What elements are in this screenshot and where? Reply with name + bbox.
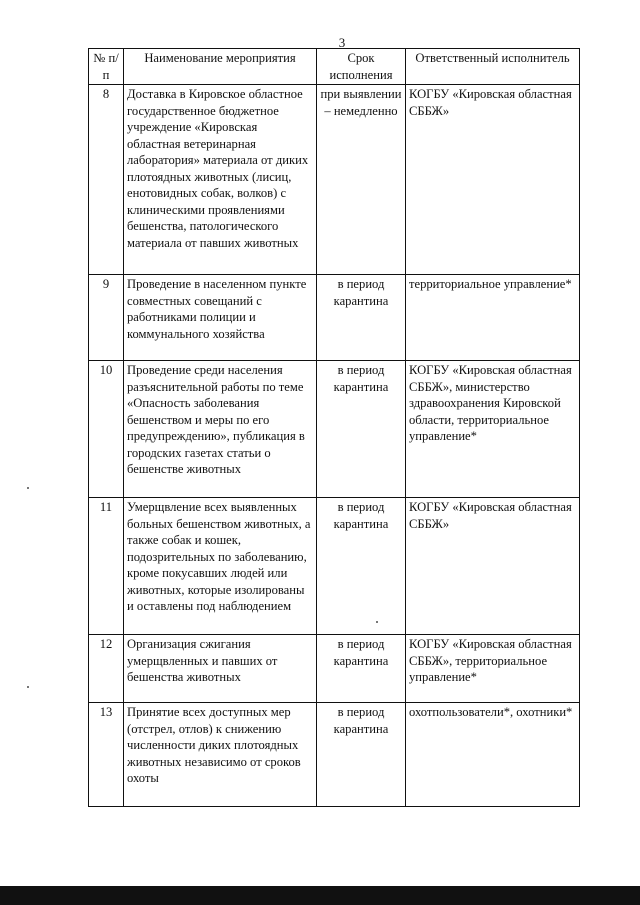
table-row	[89, 85, 580, 275]
responsible-party: КОГБУ «Кировская областная СББЖ»	[406, 498, 580, 635]
execution-term: в период карантина	[317, 635, 406, 703]
responsible-party: охотпользователи*, охотники*	[406, 703, 580, 807]
table-row	[89, 361, 580, 498]
measure-name: Доставка в Кировское областное государственное бюджетное учреждение «Кировская областная ветеринарная лаборатория» материала от диких плотоядных животных (лисиц, енотовидных собак, волков) с клиническими проявлениями бешенства, патологического материала от павших животных	[124, 85, 317, 275]
execution-term: в период карантина	[317, 703, 406, 807]
measure-name: Принятие всех доступных мер (отстрел, отлов) к снижению численности диких плотоядных животных независимо от сроков охоты	[124, 703, 317, 807]
row-number: 11	[89, 498, 124, 635]
responsible-party: КОГБУ «Кировская областная СББЖ»	[406, 85, 580, 275]
measure-name: Умерщвление всех выявленных больных бешенством животных, а также собак и кошек, подозрительных по заболеванию, кроме покусавших людей или животных, которые изолированы и оставлены под наблюдением	[124, 498, 317, 635]
scan-bottom-edge	[0, 886, 640, 905]
table-header-row	[89, 49, 580, 85]
measure-name: Проведение среди населения разъяснительной работы по теме «Опасность заболевания бешенством и меры по его предупреждению», публикация в городских газетах статьи о бешенстве животных	[124, 361, 317, 498]
row-number: 12	[89, 635, 124, 703]
measures-table	[88, 48, 580, 807]
page-number: 3	[338, 35, 346, 50]
measure-name: Проведение в населенном пункте совместных совещаний с работниками полиции и коммунального хозяйства	[124, 275, 317, 361]
scan-speck	[27, 686, 29, 688]
measure-name: Организация сжигания умерщвленных и павших от бешенства животных	[124, 635, 317, 703]
row-number: 13	[89, 703, 124, 807]
row-number: 10	[89, 361, 124, 498]
scan-speck	[376, 621, 378, 623]
responsible-party: КОГБУ «Кировская областная СББЖ», министерство здравоохранения Кировской области, территориальное управление*	[406, 361, 580, 498]
scan-speck	[27, 487, 29, 489]
row-number: 8	[89, 85, 124, 275]
responsible-party: КОГБУ «Кировская областная СББЖ», территориальное управление*	[406, 635, 580, 703]
table-row	[89, 275, 580, 361]
row-number: 9	[89, 275, 124, 361]
header-responsible: Ответственный исполнитель	[406, 49, 580, 85]
responsible-party: территориальное управление*	[406, 275, 580, 361]
execution-term: при выявлении – немедленно	[317, 85, 406, 275]
execution-term: в период карантина	[317, 275, 406, 361]
header-num: № п/п	[89, 49, 124, 85]
header-name: Наименование мероприятия	[124, 49, 317, 85]
execution-term: в период карантина	[317, 361, 406, 498]
table-row	[89, 703, 580, 807]
header-term: Срок исполнения	[317, 49, 406, 85]
table-row	[89, 498, 580, 635]
execution-term: в период карантина	[317, 498, 406, 635]
table-row	[89, 635, 580, 703]
